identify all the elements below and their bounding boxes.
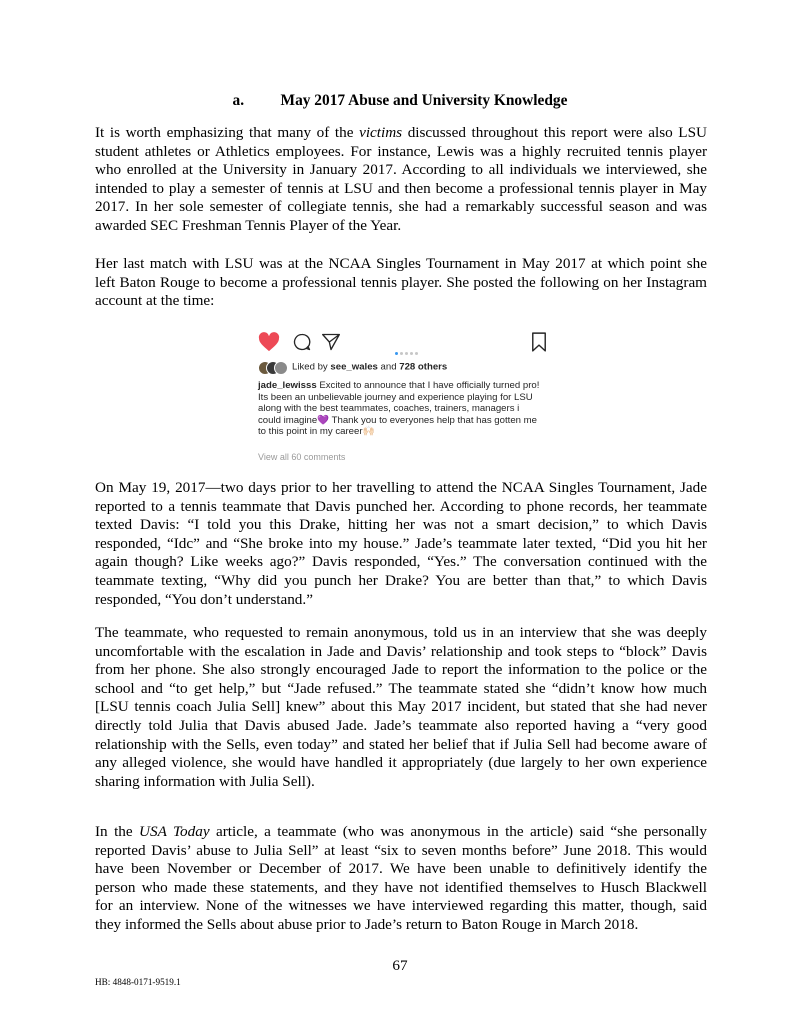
raised-hands-emoji-icon: 🙌🏻	[362, 426, 375, 438]
post-username: jade_lewisss	[258, 380, 317, 391]
section-letter: a.	[232, 92, 245, 109]
section-title: May 2017 Abuse and University Knowledge	[280, 92, 568, 109]
likes-count: 728 others	[399, 361, 448, 373]
comment-icon	[292, 332, 312, 357]
liker-username: see_wales	[330, 361, 378, 373]
paragraph-teammate-interview: The teammate, who requested to remain anonymous, told us in an interview that she was deeply uncomfortable with the escalation in Jade and Davis’ relationship and took steps to “block” Davis from her phone. She also strongly encouraged Jade to report the information to the police or the school and “to get help,” but “Jade refused.” The teammate stated she “didn’t know how much [LSU tennis coach Julia Sell] knew” about this May 2017 incident, but stated that she had never directly told Julia that Davis abused Jade. Jade’s teammate also reported having a “very good relationship with the Sells, even today” and stated her belief that if Julia Sell had become aware of any alleged violence, she would have handled it appropriately (due largely to her own experience sharing information with Julia Sell).	[95, 624, 707, 790]
carousel-dots-icon	[395, 342, 420, 360]
like-heart-icon	[258, 332, 280, 357]
paragraph-victims-intro: It is worth emphasizing that many of the victims discussed throughout this report were also LSU student athletes or Athletics employees. For instance, Lewis was a highly recruited tennis player who enrolled at the University in January 2017. According to all individuals we interviewed, she intended to play a semester of tennis at LSU and then become a professional tennis player in May 2017. In her sole semester of collegiate tennis, she had a remarkably successful season and was awarded SEC Freshman Tennis Player of the Year.	[95, 124, 707, 234]
section-heading	[0, 92, 800, 110]
paragraph-last-match: Her last match with LSU was at the NCAA Singles Tournament in May 2017 at which point she left Baton Rouge to become a professional tennis player. She posted the following on her Instagram account at the time:	[95, 255, 707, 310]
paragraph-usa-today: In the USA Today article, a teammate (who was anonymous in the article) said “she personally reported Davis’ abuse to Julia Sell” at least “six to seven months before” June 2018. This would have been November or December of 2017. We have been unable to definitively identify the person who made these statements, and they have not identified themselves to Husch Blackwell for an interview. None of the witnesses we have interviewed regarding this matter, though, said they informed the Sells about abuse prior to Jade’s return to Baton Rouge in March 2018.	[95, 823, 707, 933]
likes-line: Liked by see_wales and 728 others	[258, 361, 447, 373]
document-footer-id: HB: 4848-0171-9519.1	[95, 977, 181, 987]
publication-name: USA Today	[139, 823, 210, 840]
page-number: 67	[392, 957, 408, 974]
share-icon	[321, 332, 341, 357]
liker-avatars	[258, 361, 288, 373]
paragraph-may-19-incident: On May 19, 2017—two days prior to her travelling to attend the NCAA Singles Tournament, Jade reported to a tennis teammate that Davis punched her. According to phone records, her teammate texted Davis: “I told you this Drake, hitting her was not a smart decision,” to which Davis responded, “Idc” and “She broke into my house.” Jade’s teammate later texted, “Did you hit her again though? Like weeks ago?” Davis responded, “Yes.” The conversation continued with the teammate texting, “Why did you punch her Drake? You are better than that,” to which Davis responded, “You don’t understand.”	[95, 479, 707, 608]
post-caption: jade_lewisss Excited to announce that I have officially turned pro! Its been an unbelievable journey and experience playing for LSU along with the best teammates, coaches, trainers, managers i could imagine💜 Thank you to everyones help that has gotten me to this point in my career🙌🏻	[258, 380, 540, 438]
instagram-post-screenshot	[249, 324, 555, 462]
emphasis-victims: victims	[359, 124, 403, 141]
bookmark-icon	[531, 332, 547, 357]
purple-heart-emoji-icon: 💜	[317, 414, 330, 426]
view-comments-link: View all 60 comments	[258, 452, 346, 462]
instagram-action-bar	[258, 332, 548, 356]
